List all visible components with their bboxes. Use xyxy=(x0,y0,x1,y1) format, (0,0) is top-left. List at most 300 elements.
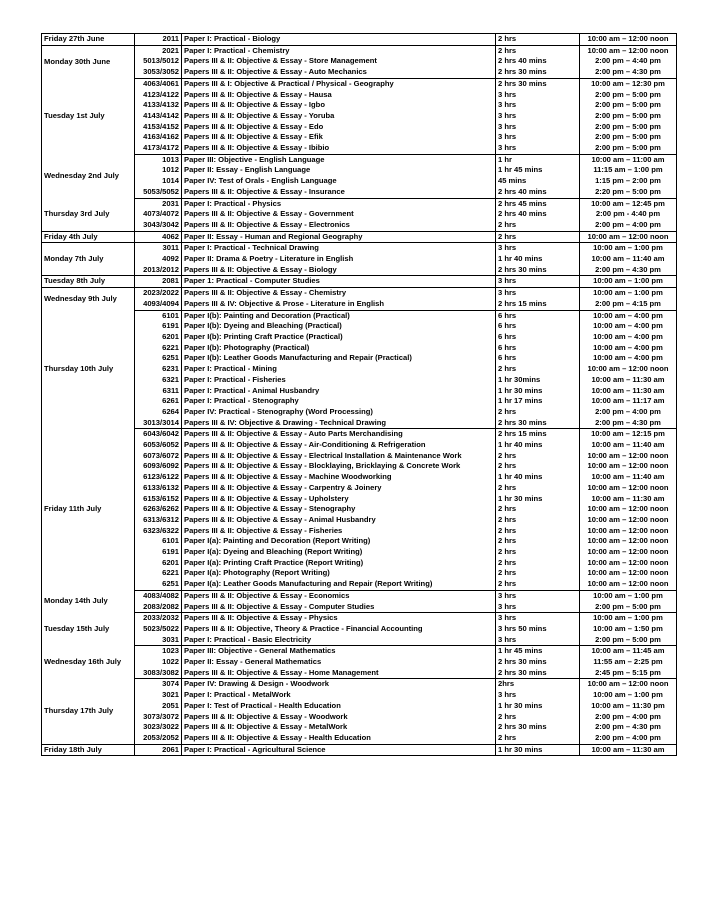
duration: 2 hrs 40 mins xyxy=(496,187,580,198)
time-slot: 10:00 am – 12:00 noon xyxy=(580,451,677,462)
time-slot: 10:00 am – 4:00 pm xyxy=(580,343,677,354)
time-slot: 10:00 am – 1:00 pm xyxy=(580,690,677,701)
paper-title: Paper I(a): Dyeing and Bleaching (Report Writing) xyxy=(182,547,496,558)
time-slot: 2:00 pm – 5:00 pm xyxy=(580,111,677,122)
paper-title: Papers III & II: Objective & Essay - Upholstery xyxy=(182,494,496,505)
time-slot: 2:00 pm – 4:00 pm xyxy=(580,407,677,418)
duration: 6 hrs xyxy=(496,353,580,364)
table-row xyxy=(42,568,677,579)
exam-day: Friday 18th July xyxy=(42,744,135,756)
paper-code: 6263/6262 xyxy=(135,504,182,515)
time-slot: 10:00 am – 4:00 pm xyxy=(580,353,677,364)
time-slot: 10:00 am – 1:00 pm xyxy=(580,276,677,288)
time-slot: 2:00 pm – 5:00 pm xyxy=(580,122,677,133)
paper-code: 2083/2082 xyxy=(135,602,182,613)
paper-code: 4153/4152 xyxy=(135,122,182,133)
paper-code: 6053/6052 xyxy=(135,440,182,451)
table-row xyxy=(42,668,677,679)
duration: 2 hrs xyxy=(496,220,580,231)
paper-title: Paper II: Essay - Human and Regional Geography xyxy=(182,231,496,243)
time-slot: 10:00 am – 1:00 pm xyxy=(580,613,677,624)
table-row xyxy=(42,198,677,209)
paper-title: Papers III & II: Objective & Essay - MetalWork xyxy=(182,722,496,733)
paper-code: 3074 xyxy=(135,679,182,690)
time-slot: 10:00 am – 12:00 noon xyxy=(580,547,677,558)
table-row xyxy=(42,536,677,547)
table-row xyxy=(42,558,677,569)
time-slot: 2:45 pm – 5:15 pm xyxy=(580,668,677,679)
paper-title: Papers III & II: Objective & Essay - Chemistry xyxy=(182,288,496,299)
paper-code: 6153/6152 xyxy=(135,494,182,505)
paper-title: Paper I(b): Printing Craft Practice (Practical) xyxy=(182,332,496,343)
exam-day: Monday 7th July xyxy=(42,243,135,276)
table-row xyxy=(42,483,677,494)
paper-title: Papers III & II: Objective & Essay - Yoruba xyxy=(182,111,496,122)
table-row xyxy=(42,321,677,332)
table-row xyxy=(42,67,677,78)
paper-code: 6264 xyxy=(135,407,182,418)
paper-code: 3013/3014 xyxy=(135,418,182,429)
table-row xyxy=(42,299,677,310)
time-slot: 2:00 pm – 4:40 pm xyxy=(580,56,677,67)
table-row xyxy=(42,154,677,165)
paper-code: 4173/4172 xyxy=(135,143,182,154)
table-row xyxy=(42,624,677,635)
duration: 2 hrs xyxy=(496,451,580,462)
time-slot: 10:00 am – 4:00 pm xyxy=(580,310,677,321)
time-slot: 2:00 pm – 4:30 pm xyxy=(580,722,677,733)
duration: 6 hrs xyxy=(496,343,580,354)
time-slot: 11:55 am – 2:25 pm xyxy=(580,657,677,668)
paper-title: Papers III & II: Objective & Essay - Store Management xyxy=(182,56,496,67)
table-row xyxy=(42,90,677,101)
duration: 3 hrs xyxy=(496,111,580,122)
paper-title: Papers III & II: Objective & Essay - Edo xyxy=(182,122,496,133)
paper-title: Paper I: Practical - Fisheries xyxy=(182,375,496,386)
timetable-body xyxy=(42,34,677,756)
duration: 1 hr 45 mins xyxy=(496,165,580,176)
paper-title: Papers III & II: Objective & Essay - Blocklaying, Bricklaying & Concrete Work xyxy=(182,461,496,472)
paper-code: 3031 xyxy=(135,635,182,646)
paper-title: Papers III & II: Objective & Essay - Economics xyxy=(182,590,496,601)
paper-title: Papers III & II: Objective & Essay - Machine Woodworking xyxy=(182,472,496,483)
paper-title: Paper I(b): Painting and Decoration (Practical) xyxy=(182,310,496,321)
paper-code: 4073/4072 xyxy=(135,209,182,220)
paper-code: 3011 xyxy=(135,243,182,254)
time-slot: 10:00 am – 12:00 noon xyxy=(580,679,677,690)
duration: 1 hr 30 mins xyxy=(496,386,580,397)
duration: 6 hrs xyxy=(496,310,580,321)
time-slot: 10:00 am – 12:00 noon xyxy=(580,231,677,243)
paper-title: Paper I: Practical - Mining xyxy=(182,364,496,375)
table-row xyxy=(42,265,677,276)
paper-code: 6251 xyxy=(135,579,182,590)
table-row xyxy=(42,657,677,668)
table-row xyxy=(42,407,677,418)
table-row xyxy=(42,332,677,343)
paper-title: Paper I(a): Photography (Report Writing) xyxy=(182,568,496,579)
paper-code: 6123/6122 xyxy=(135,472,182,483)
duration: 1 hr 30 mins xyxy=(496,744,580,756)
table-row xyxy=(42,45,677,56)
table-row xyxy=(42,176,677,187)
paper-title: Papers III & II: Objective & Essay - Auto Parts Merchandising xyxy=(182,429,496,440)
duration: 2 hrs xyxy=(496,536,580,547)
time-slot: 10:00 am – 12:00 noon xyxy=(580,526,677,537)
paper-code: 3043/3042 xyxy=(135,220,182,231)
paper-code: 2013/2012 xyxy=(135,265,182,276)
paper-code: 6321 xyxy=(135,375,182,386)
duration: 2 hrs 15 mins xyxy=(496,429,580,440)
paper-code: 6261 xyxy=(135,396,182,407)
table-row xyxy=(42,122,677,133)
paper-title: Paper I: Practical - Chemistry xyxy=(182,45,496,56)
paper-title: Paper I: Practical - Stenography xyxy=(182,396,496,407)
table-row xyxy=(42,288,677,299)
table-row xyxy=(42,451,677,462)
paper-title: Paper I: Practical - Physics xyxy=(182,198,496,209)
exam-day: Thursday 3rd July xyxy=(42,198,135,231)
table-row xyxy=(42,132,677,143)
table-row xyxy=(42,712,677,723)
duration: 2 hrs 45 mins xyxy=(496,198,580,209)
table-row xyxy=(42,440,677,451)
paper-code: 6101 xyxy=(135,536,182,547)
time-slot: 10:00 am – 12:00 noon xyxy=(580,568,677,579)
paper-title: Paper I: Practical - Agricultural Science xyxy=(182,744,496,756)
time-slot: 10:00 am – 11:40 am xyxy=(580,254,677,265)
table-row xyxy=(42,353,677,364)
paper-title: Papers III & II: Objective & Essay - Air-Conditioning & Refrigeration xyxy=(182,440,496,451)
paper-code: 3023/3022 xyxy=(135,722,182,733)
time-slot: 10:00 am – 11:40 am xyxy=(580,472,677,483)
paper-code: 6191 xyxy=(135,321,182,332)
duration: 2 hrs 30 mins xyxy=(496,418,580,429)
table-row xyxy=(42,165,677,176)
paper-title: Papers III & II: Objective & Essay - Stenography xyxy=(182,504,496,515)
table-row xyxy=(42,243,677,254)
paper-title: Paper I(b): Dyeing and Bleaching (Practical) xyxy=(182,321,496,332)
duration: 2 hrs 40 mins xyxy=(496,209,580,220)
paper-title: Papers III & II: Objective & Essay - Health Education xyxy=(182,733,496,744)
duration: 2 hrs 40 mins xyxy=(496,56,580,67)
duration: 3 hrs xyxy=(496,288,580,299)
paper-code: 6231 xyxy=(135,364,182,375)
duration: 2 hrs xyxy=(496,733,580,744)
paper-title: Paper I(b): Photography (Practical) xyxy=(182,343,496,354)
paper-title: Papers III & II: Objective & Essay - Government xyxy=(182,209,496,220)
duration: 2 hrs xyxy=(496,526,580,537)
paper-title: Paper I: Practical - Technical Drawing xyxy=(182,243,496,254)
exam-day: Monday 30th June xyxy=(42,45,135,78)
duration: 2 hrs 30 mins xyxy=(496,78,580,89)
duration: 2 hrs 30 mins xyxy=(496,67,580,78)
paper-code: 2011 xyxy=(135,34,182,46)
paper-code: 6133/6132 xyxy=(135,483,182,494)
duration: 3 hrs xyxy=(496,590,580,601)
paper-title: Papers III & II: Objective & Essay - Carpentry & Joinery xyxy=(182,483,496,494)
table-row xyxy=(42,396,677,407)
paper-title: Paper I(b): Leather Goods Manufacturing and Repair (Practical) xyxy=(182,353,496,364)
duration: 3 hrs xyxy=(496,602,580,613)
table-row xyxy=(42,635,677,646)
duration: 1 hr 40 mins xyxy=(496,472,580,483)
paper-code: 4133/4132 xyxy=(135,100,182,111)
table-row xyxy=(42,209,677,220)
time-slot: 10:00 am – 11:30 pm xyxy=(580,701,677,712)
time-slot: 10:00 am – 11:00 am xyxy=(580,154,677,165)
duration: 6 hrs xyxy=(496,321,580,332)
paper-title: Paper I(a): Leather Goods Manufacturing and Repair (Report Writing) xyxy=(182,579,496,590)
paper-title: Paper IV: Drawing & Design - Woodwork xyxy=(182,679,496,690)
time-slot: 2:00 pm – 4:00 pm xyxy=(580,733,677,744)
paper-title: Papers III & II: Objective & Essay - Auto Mechanics xyxy=(182,67,496,78)
paper-title: Paper I: Practical - Basic Electricity xyxy=(182,635,496,646)
duration: 3 hrs xyxy=(496,143,580,154)
exam-day: Friday 27th June xyxy=(42,34,135,46)
paper-code: 6221 xyxy=(135,568,182,579)
time-slot: 10:00 am – 4:00 pm xyxy=(580,321,677,332)
paper-title: Paper I(a): Painting and Decoration (Report Writing) xyxy=(182,536,496,547)
paper-title: Paper I: Test of Practical - Health Education xyxy=(182,701,496,712)
paper-title: Papers III & II: Objective & Essay - Insurance xyxy=(182,187,496,198)
time-slot: 10:00 am – 1:50 pm xyxy=(580,624,677,635)
table-row xyxy=(42,220,677,231)
paper-code: 4093/4094 xyxy=(135,299,182,310)
table-row xyxy=(42,590,677,601)
duration: 3 hrs xyxy=(496,690,580,701)
time-slot: 2:00 pm – 5:00 pm xyxy=(580,635,677,646)
exam-day: Wednesday 2nd July xyxy=(42,154,135,198)
table-row xyxy=(42,143,677,154)
duration: 2hrs xyxy=(496,679,580,690)
paper-title: Paper IV: Test of Orals - English Language xyxy=(182,176,496,187)
time-slot: 2:00 pm – 4:00 pm xyxy=(580,712,677,723)
time-slot: 10:00 am – 12:00 noon xyxy=(580,364,677,375)
time-slot: 10:00 am – 1:00 pm xyxy=(580,590,677,601)
duration: 2 hrs xyxy=(496,45,580,56)
time-slot: 10:00 am – 12:00 noon xyxy=(580,536,677,547)
table-row xyxy=(42,386,677,397)
table-row xyxy=(42,276,677,288)
duration: 2 hrs 15 mins xyxy=(496,299,580,310)
time-slot: 11:15 am – 1:00 pm xyxy=(580,165,677,176)
duration: 2 hrs xyxy=(496,34,580,46)
table-row xyxy=(42,690,677,701)
duration: 2 hrs xyxy=(496,483,580,494)
duration: 3 hrs xyxy=(496,613,580,624)
table-row xyxy=(42,733,677,744)
duration: 1 hr xyxy=(496,154,580,165)
paper-code: 6201 xyxy=(135,332,182,343)
duration: 2 hrs xyxy=(496,568,580,579)
time-slot: 10:00 am – 12:15 pm xyxy=(580,429,677,440)
table-row xyxy=(42,515,677,526)
duration: 2 hrs xyxy=(496,558,580,569)
paper-code: 2023/2022 xyxy=(135,288,182,299)
paper-code: 6311 xyxy=(135,386,182,397)
duration: 2 hrs xyxy=(496,579,580,590)
paper-title: Papers III & II: Objective & Essay - Computer Studies xyxy=(182,602,496,613)
paper-title: Papers III & IV: Objective & Drawing - Technical Drawing xyxy=(182,418,496,429)
paper-title: Paper I: Practical - Biology xyxy=(182,34,496,46)
paper-title: Papers III & II: Objective & Essay - Animal Husbandry xyxy=(182,515,496,526)
time-slot: 1:15 pm – 2:00 pm xyxy=(580,176,677,187)
duration: 1 hr 30 mins xyxy=(496,701,580,712)
table-row xyxy=(42,504,677,515)
paper-title: Paper II: Essay - General Mathematics xyxy=(182,657,496,668)
time-slot: 10:00 am – 1:00 pm xyxy=(580,288,677,299)
duration: 3 hrs xyxy=(496,100,580,111)
paper-code: 4123/4122 xyxy=(135,90,182,101)
paper-title: Papers III & II: Objective & Essay - Hausa xyxy=(182,90,496,101)
paper-code: 6323/6322 xyxy=(135,526,182,537)
duration: 1 hr 30 mins xyxy=(496,494,580,505)
paper-code: 2061 xyxy=(135,744,182,756)
paper-code: 2033/2032 xyxy=(135,613,182,624)
paper-title: Paper IV: Practical - Stenography (Word Processing) xyxy=(182,407,496,418)
paper-title: Papers III & II: Objective & Essay - Fisheries xyxy=(182,526,496,537)
table-row xyxy=(42,722,677,733)
duration: 1 hr 40 mins xyxy=(496,440,580,451)
paper-code: 5053/5052 xyxy=(135,187,182,198)
table-row xyxy=(42,602,677,613)
exam-day: Wednesday 16th July xyxy=(42,646,135,679)
duration: 1 hr 40 mins xyxy=(496,254,580,265)
paper-code: 1023 xyxy=(135,646,182,657)
paper-code: 6101 xyxy=(135,310,182,321)
time-slot: 2:00 pm – 4:15 pm xyxy=(580,299,677,310)
table-row xyxy=(42,547,677,558)
table-row xyxy=(42,231,677,243)
duration: 3 hrs xyxy=(496,243,580,254)
table-row xyxy=(42,418,677,429)
time-slot: 2:00 pm – 5:00 pm xyxy=(580,100,677,111)
table-row xyxy=(42,34,677,46)
table-row xyxy=(42,78,677,89)
duration: 1 hr 30mins xyxy=(496,375,580,386)
time-slot: 2:00 pm – 5:00 pm xyxy=(580,602,677,613)
duration: 2 hrs xyxy=(496,231,580,243)
paper-code: 6043/6042 xyxy=(135,429,182,440)
paper-title: Papers III & II: Objective & Essay - Electronics xyxy=(182,220,496,231)
duration: 3 hrs xyxy=(496,132,580,143)
paper-code: 3021 xyxy=(135,690,182,701)
table-row xyxy=(42,646,677,657)
time-slot: 10:00 am – 4:00 pm xyxy=(580,332,677,343)
paper-code: 3053/3052 xyxy=(135,67,182,78)
time-slot: 10:00 am – 1:00 pm xyxy=(580,243,677,254)
paper-title: Paper 1: Practical - Computer Studies xyxy=(182,276,496,288)
table-row xyxy=(42,579,677,590)
table-row xyxy=(42,100,677,111)
exam-day: Tuesday 15th July xyxy=(42,613,135,646)
time-slot: 2:00 pm – 4:30 pm xyxy=(580,265,677,276)
duration: 2 hrs 30 mins xyxy=(496,265,580,276)
paper-code: 4163/4162 xyxy=(135,132,182,143)
time-slot: 2:00 pm – 5:00 pm xyxy=(580,132,677,143)
table-row xyxy=(42,744,677,756)
paper-title: Paper III: Objective - General Mathematics xyxy=(182,646,496,657)
table-row xyxy=(42,701,677,712)
table-row xyxy=(42,461,677,472)
paper-code: 4063/4061 xyxy=(135,78,182,89)
paper-code: 3073/3072 xyxy=(135,712,182,723)
time-slot: 10:00 am – 11:45 am xyxy=(580,646,677,657)
time-slot: 10:00 am – 11:30 am xyxy=(580,744,677,756)
paper-title: Papers III & II: Objective & Essay - Woodwork xyxy=(182,712,496,723)
time-slot: 10:00 am – 12:00 noon xyxy=(580,504,677,515)
paper-code: 2051 xyxy=(135,701,182,712)
paper-code: 1014 xyxy=(135,176,182,187)
exam-day: Tuesday 1st July xyxy=(42,78,135,154)
time-slot: 10:00 am – 12:00 noon xyxy=(580,579,677,590)
paper-code: 6221 xyxy=(135,343,182,354)
paper-title: Paper I: Practical - MetalWork xyxy=(182,690,496,701)
table-row xyxy=(42,679,677,690)
time-slot: 2:00 pm – 5:00 pm xyxy=(580,143,677,154)
exam-day: Wednesday 9th July xyxy=(42,288,135,310)
paper-title: Papers III & II: Objective & Essay - Home Management xyxy=(182,668,496,679)
exam-day: Friday 4th July xyxy=(42,231,135,243)
table-row xyxy=(42,111,677,122)
duration: 1 hr 45 mins xyxy=(496,646,580,657)
paper-code: 6073/6072 xyxy=(135,451,182,462)
paper-code: 6251 xyxy=(135,353,182,364)
duration: 2 hrs 30 mins xyxy=(496,668,580,679)
duration: 2 hrs xyxy=(496,407,580,418)
duration: 2 hrs xyxy=(496,547,580,558)
table-row xyxy=(42,343,677,354)
duration: 3 hrs xyxy=(496,90,580,101)
time-slot: 10:00 am – 12:00 noon xyxy=(580,558,677,569)
paper-code: 4083/4082 xyxy=(135,590,182,601)
time-slot: 2:20 pm – 5:00 pm xyxy=(580,187,677,198)
duration: 2 hrs 30 mins xyxy=(496,657,580,668)
time-slot: 10:00 am – 12:00 noon xyxy=(580,483,677,494)
paper-code: 4092 xyxy=(135,254,182,265)
paper-title: Papers III & II: Objective & Essay - Igbo xyxy=(182,100,496,111)
duration: 3 hrs xyxy=(496,635,580,646)
paper-code: 1013 xyxy=(135,154,182,165)
duration: 6 hrs xyxy=(496,332,580,343)
paper-title: Papers III & II: Objective & Essay - Ibibio xyxy=(182,143,496,154)
paper-title: Paper III: Objective - English Language xyxy=(182,154,496,165)
paper-code: 6093/6092 xyxy=(135,461,182,472)
paper-code: 6313/6312 xyxy=(135,515,182,526)
table-row xyxy=(42,429,677,440)
duration: 2 hrs 30 mins xyxy=(496,722,580,733)
paper-code: 2081 xyxy=(135,276,182,288)
duration: 2 hrs xyxy=(496,504,580,515)
exam-timetable xyxy=(41,33,677,756)
paper-code: 5023/5022 xyxy=(135,624,182,635)
exam-day: Thursday 10th July xyxy=(42,310,135,429)
duration: 3 hrs xyxy=(496,122,580,133)
paper-code: 5013/5012 xyxy=(135,56,182,67)
time-slot: 2:00 pm – 5:00 pm xyxy=(580,90,677,101)
paper-code: 2053/2052 xyxy=(135,733,182,744)
time-slot: 10:00 am – 11:30 am xyxy=(580,375,677,386)
paper-code: 4062 xyxy=(135,231,182,243)
duration: 2 hrs xyxy=(496,515,580,526)
paper-code: 6191 xyxy=(135,547,182,558)
paper-code: 1012 xyxy=(135,165,182,176)
duration: 3 hrs 50 mins xyxy=(496,624,580,635)
paper-code: 2031 xyxy=(135,198,182,209)
paper-title: Papers III & II: Objective & Essay - Biology xyxy=(182,265,496,276)
paper-title: Paper II: Essay - English Language xyxy=(182,165,496,176)
